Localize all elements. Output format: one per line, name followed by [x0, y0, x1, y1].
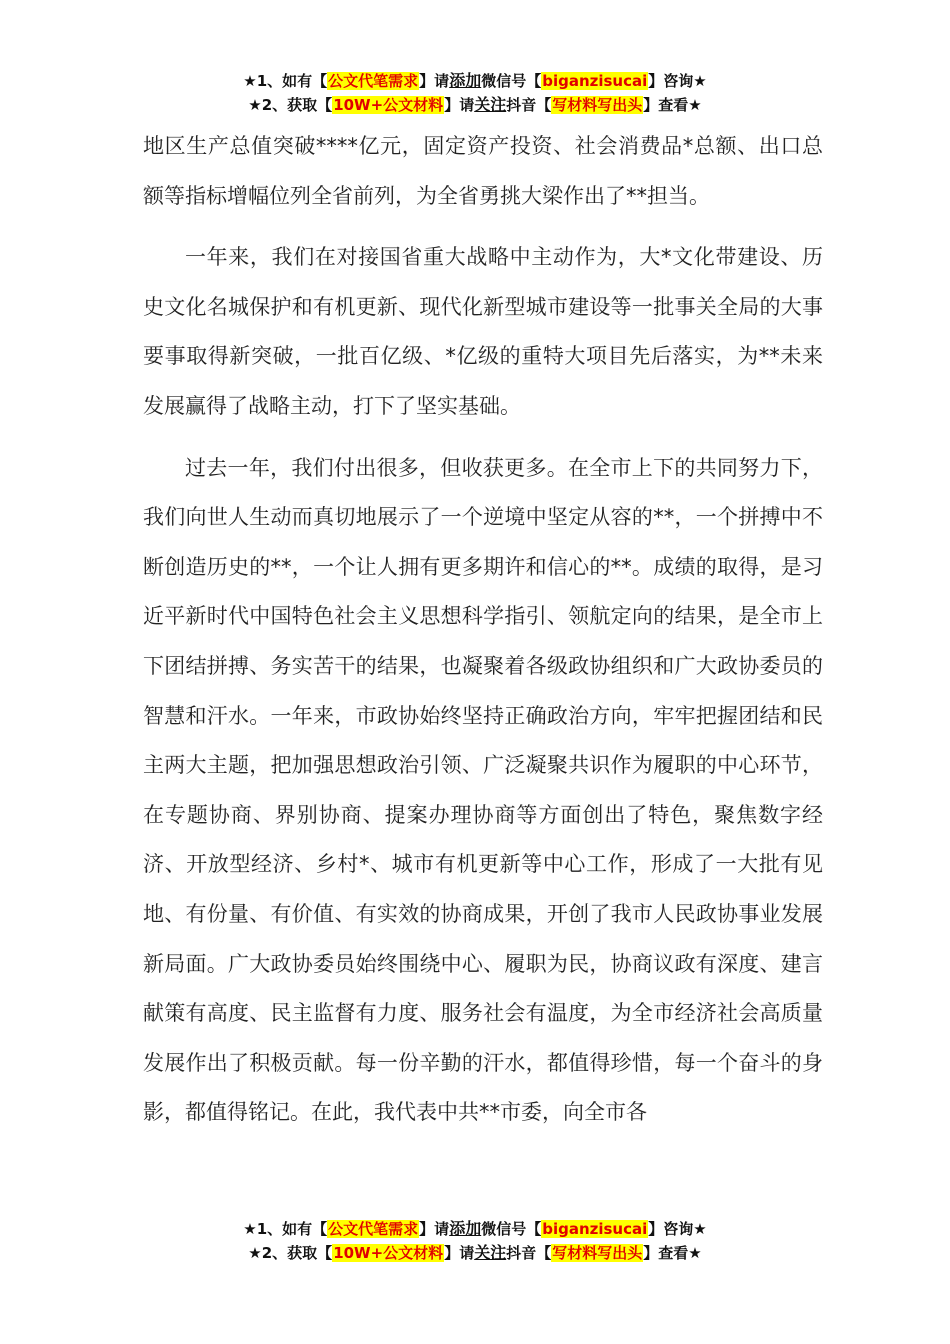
banner-text: 】咨询★ — [648, 72, 707, 90]
banner-text: 微信号【 — [481, 72, 542, 90]
banner-line-1 — [0, 69, 950, 93]
highlight-service: 公文代笔需求 — [328, 1220, 419, 1238]
banner-text: 】查看★ — [643, 1244, 702, 1262]
banner-text: 】咨询★ — [648, 1220, 707, 1238]
footer-banner — [0, 1217, 950, 1265]
highlight-douyin-account: 写材料写出头 — [552, 96, 643, 114]
paragraph-2: 一年来，我们在对接国省重大战略中主动作为，大*文化带建设、历史文化名城保护和有机更新、现代化新型城市建设等一批事关全局的大事要事取得新突破，一批百亿级、*亿级的重特大项目先后落实，为**未来发展赢得了战略主动，打下了坚实基础。 — [143, 245, 823, 418]
banner-line-2 — [0, 93, 950, 117]
highlight-douyin-account: 写材料写出头 — [552, 1244, 643, 1262]
underlined-word: 添加 — [449, 1219, 482, 1238]
header-banner — [0, 69, 950, 117]
underlined-word: 关注 — [474, 95, 507, 114]
banner-text: 微信号【 — [481, 1220, 542, 1238]
paragraph-3: 过去一年，我们付出很多，但收获更多。在全市上下的共同努力下，我们向世人生动而真切地展示了一个逆境中坚定从容的**，一个拼搏中不断创造历史的**，一个让人拥有更多期许和信心的**。成绩的取得，是习近平新时代中国特色社会主义思想科学指引、领航定向的结果，是全市上下团结拼搏、务实苦干的结果，也凝聚着各级政协组织和广大政协委员的智慧和汗水。一年来，市政协始终坚持正确政治方向，牢牢把握团结和民主两大主题，把加强思想政治引领、广泛凝聚共识作为履职的中心环节，在专题协商、界别协商、提案办理协商等方面创出了特色，聚焦数字经济、开放型经济、乡村*、城市有机更新等中心工作，形成了一大批有见地、有份量、有价值、有实效的协商成果，开创了我市人民政协事业发展新局面。广大政协委员始终围绕中心、履职为民，协商议政有深度、建言献策有高度、民主监督有力度、服务社会有温度，为全市经济社会高质量发展作出了积极贡献。每一份辛勤的汗水，都值得珍惜，每一个奋斗的身影，都值得铭记。在此，我代表中共**市委，向全市各 — [143, 455, 823, 1125]
banner-text: 】查看★ — [643, 96, 702, 114]
highlight-wechat-id: biganzisucai — [542, 1220, 648, 1238]
banner-text: 】请 — [444, 96, 475, 114]
underlined-word: 关注 — [474, 1243, 507, 1262]
banner-line-2 — [0, 1241, 950, 1265]
banner-text: 抖音【 — [506, 96, 552, 114]
banner-line-1 — [0, 1217, 950, 1241]
banner-text: 抖音【 — [506, 1244, 552, 1262]
banner-text: ★1、如有【 — [243, 72, 328, 90]
highlight-wechat-id: biganzisucai — [542, 72, 648, 90]
banner-text: ★1、如有【 — [243, 1220, 328, 1238]
banner-text: 】请 — [444, 1244, 475, 1262]
banner-text: ★2、获取【 — [248, 1244, 333, 1262]
banner-text: ★2、获取【 — [248, 96, 333, 114]
highlight-materials: 10W+公文材料 — [333, 1244, 444, 1262]
banner-text: 】请 — [419, 72, 450, 90]
document-body — [143, 122, 823, 1138]
highlight-service: 公文代笔需求 — [328, 72, 419, 90]
banner-text: 】请 — [419, 1220, 450, 1238]
highlight-materials: 10W+公文材料 — [333, 96, 444, 114]
underlined-word: 添加 — [449, 71, 482, 90]
paragraph-1: 地区生产总值突破****亿元，固定资产投资、社会消费品*总额、出口总额等指标增幅位列全省前列，为全省勇挑大梁作出了**担当。 — [143, 134, 823, 208]
